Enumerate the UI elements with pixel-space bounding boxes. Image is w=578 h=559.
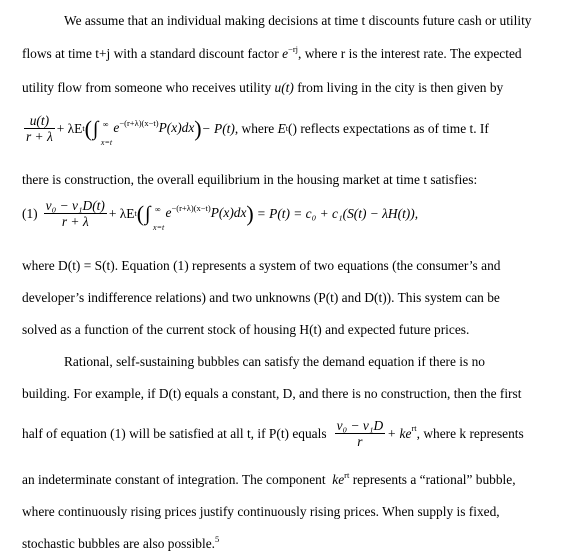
paren: ()	[288, 120, 297, 136]
para2-line1: there is construction, the overall equilibrium in the housing market at time t satisfies:	[22, 172, 478, 187]
exp-superscript: rt	[344, 470, 350, 480]
text: flows at time t+j with a standard discount factor	[22, 46, 279, 61]
fraction	[44, 198, 107, 229]
para3-line2: developer’s indifference relations) and two unknowns (P(t) and D(t)). This system can be	[22, 290, 500, 305]
integrand: P(x)dx	[210, 205, 247, 220]
denominator: r + λ	[44, 213, 107, 229]
subscript: t	[134, 208, 137, 218]
denominator: r	[335, 433, 386, 449]
integrand: P(x)dx	[158, 120, 195, 135]
exp-superscript: −(r+λ)(x−t)	[171, 203, 211, 213]
equation-utility	[22, 113, 489, 147]
footnote-marker[interactable]: 5	[215, 534, 220, 544]
bubble-term: ke	[332, 472, 345, 487]
para4-line3	[22, 418, 524, 449]
text: reflects expectations as of time t. If	[300, 120, 489, 136]
discount-e: e	[282, 46, 289, 61]
para4-line6	[22, 536, 219, 553]
text: , where r is the interest rate. The expected	[298, 46, 522, 61]
para4-line5: where continuously rising prices justify continuously rising prices. When supply is fixed,	[22, 504, 500, 519]
para1-line1: We assume that an individual making decisions at time t discounts future cash or utility	[64, 13, 532, 28]
numerator: v₀ − v₁D(t)	[45, 198, 105, 213]
para4-line4	[22, 472, 516, 489]
rhs: = P(t) = c₀ + c₁(S(t) − λH(t)),	[256, 205, 419, 221]
exp-base: e	[113, 120, 120, 135]
para3-line3: solved as a function of the current stock of housing H(t) and expected future prices.	[22, 322, 470, 337]
numerator: u(t)	[29, 113, 50, 128]
fraction	[335, 418, 386, 449]
equation-label: (1)	[22, 205, 38, 221]
bubble-term: + ke	[387, 425, 412, 441]
exp-superscript: −(r+λ)(x−t)	[119, 118, 159, 128]
text: from living in the city is then given by	[293, 80, 504, 95]
left-paren: (	[84, 115, 92, 141]
exp-superscript: rt	[411, 422, 417, 433]
integral-sign: ∫ ∞ x=t	[93, 119, 98, 139]
equation-1	[22, 198, 419, 232]
numerator: v₀ − v₁D	[336, 418, 384, 433]
denominator: r + λ	[26, 129, 53, 144]
expectation-op: + λE	[108, 205, 135, 221]
expectation-op: + λE	[56, 120, 83, 136]
integral-sign: ∫ ∞ x=t	[145, 204, 150, 224]
text: stochastic bubbles are also possible.	[22, 536, 216, 551]
para1-line2	[22, 46, 522, 63]
lower-limit: x=t	[153, 222, 165, 232]
subscript: t	[285, 123, 289, 133]
utility-term: u(t)	[274, 80, 294, 95]
para4-line2: building. For example, if D(t) equals a constant, D, and there is no construction, then the first	[22, 386, 522, 401]
text: utility flow from someone who receives utility	[22, 80, 275, 95]
text: , where k represents	[416, 425, 524, 441]
text: represents a “rational” bubble,	[352, 472, 516, 487]
lower-limit: x=t	[100, 137, 113, 147]
minus-price: − P(t)	[201, 120, 235, 136]
para4-line1: Rational, self-sustaining bubbles can satisfy the demand equation if there is no	[64, 354, 485, 369]
fraction	[24, 113, 55, 144]
subscript: t	[82, 123, 85, 133]
text: half of equation (1) will be satisfied at all t, if P(t) equals	[22, 425, 327, 441]
exp-base: e	[165, 205, 172, 220]
text: , where	[234, 120, 275, 136]
expectation: E	[277, 120, 286, 136]
upper-limit: ∞	[102, 119, 109, 129]
right-paren: )	[194, 115, 202, 141]
right-paren: )	[246, 200, 254, 226]
text: an indeterminate constant of integration. The component	[22, 472, 326, 487]
left-paren: (	[136, 200, 145, 226]
upper-limit: ∞	[155, 204, 161, 214]
para3-line1: where D(t) = S(t). Equation (1) represents a system of two equations (the consumer’s and	[22, 258, 501, 273]
para1-line3	[22, 80, 503, 96]
discount-exponent: −rj	[288, 44, 299, 54]
